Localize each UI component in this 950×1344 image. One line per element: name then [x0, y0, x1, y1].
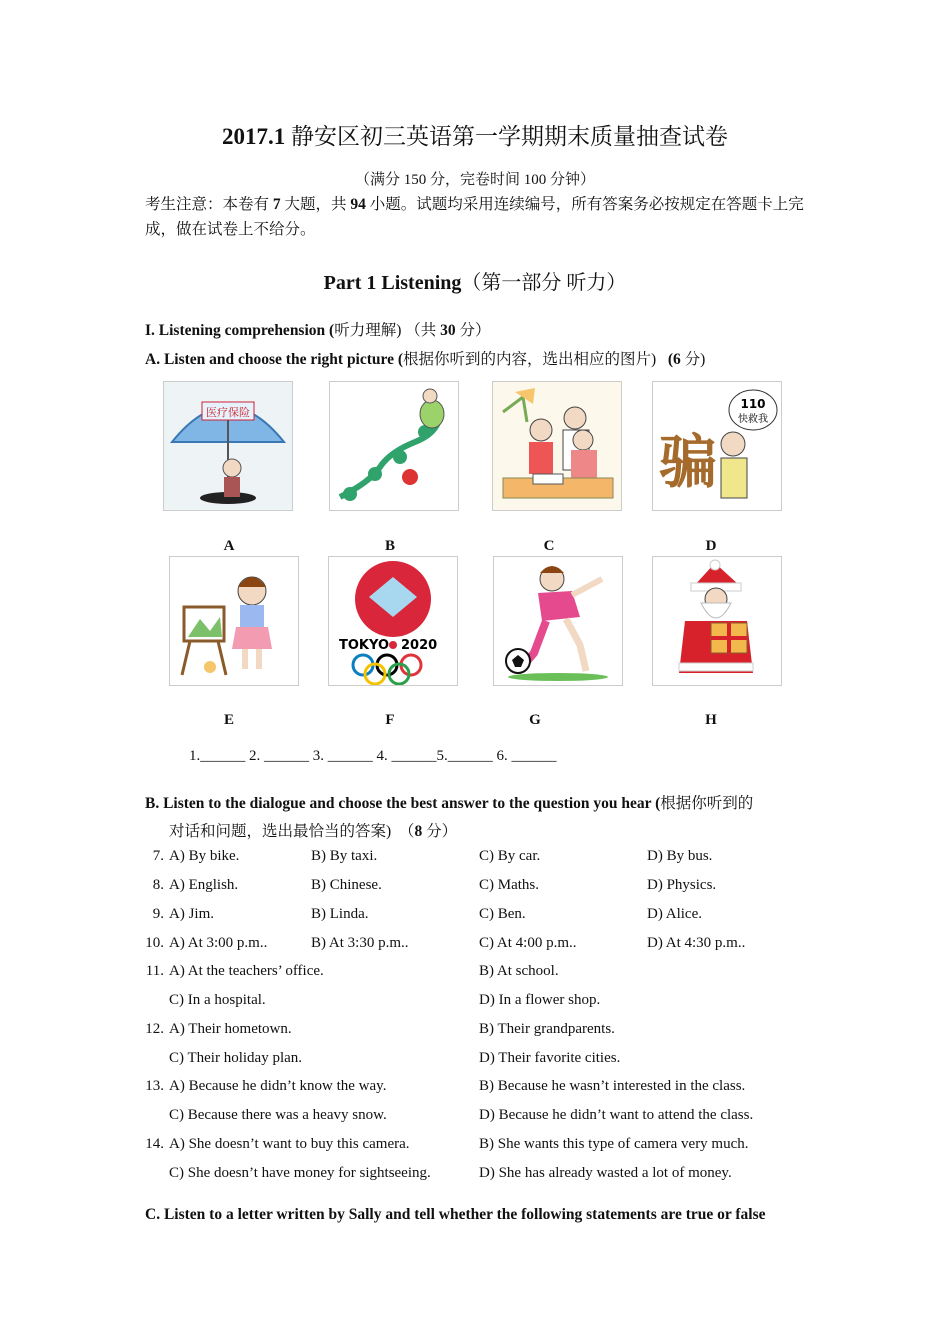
answer-option-a[interactable]: A) English. — [169, 877, 239, 893]
exam-title — [0, 118, 950, 151]
family-study-icon — [493, 382, 621, 510]
answer-option-b[interactable]: B) Their grandparents. — [479, 1021, 615, 1037]
answer-option-c[interactable]: C) By car. — [479, 848, 541, 864]
svg-text:快救我: 快救我 — [738, 414, 768, 425]
answer-option-c[interactable]: C) Their holiday plan. — [169, 1050, 303, 1066]
picture-e-girl-painting — [169, 556, 299, 686]
question-number: 7. — [152, 848, 164, 864]
picture-d-phone-call — [652, 381, 782, 511]
answer-option-b[interactable]: B) At 3:30 p.m.. — [311, 935, 409, 951]
section1-heading: I. Listening comprehension (听力理解) （共 30 分） — [145, 322, 491, 339]
answer-option-a[interactable]: A) Their hometown. — [169, 1021, 292, 1037]
answer-option-a[interactable]: A) She doesn’t want to buy this camera. — [169, 1136, 410, 1152]
svg-text:医疗保险: 医疗保险 — [206, 406, 250, 419]
picture-c-family-study — [492, 381, 622, 511]
question-number: 13. — [145, 1078, 164, 1094]
answer-option-d[interactable]: D) Their favorite cities. — [479, 1050, 621, 1066]
exam-subtitle: （满分 150 分，完卷时间 100 分钟） — [354, 172, 595, 188]
answer-option-b[interactable]: B) She wants this type of camera very much. — [479, 1136, 749, 1152]
svg-text:骗: 骗 — [659, 428, 718, 496]
answer-option-d[interactable]: D) At 4:30 p.m.. — [647, 935, 746, 951]
svg-text:2020: 2020 — [401, 638, 438, 653]
part1-heading: Part 1 Listening（第一部分 听力） — [323, 272, 627, 294]
answer-option-a[interactable]: A) Jim. — [169, 906, 214, 922]
answer-option-d[interactable]: D) Because he didn’t want to attend the class. — [479, 1107, 754, 1123]
answer-option-c[interactable]: C) Maths. — [479, 877, 539, 893]
svg-text:TOKYO: TOKYO — [339, 638, 389, 653]
question-number: 8. — [152, 877, 164, 893]
label-b: B — [384, 538, 395, 554]
question-number: 10. — [145, 935, 164, 951]
painting-girl-icon — [170, 557, 298, 685]
question-number: 14. — [145, 1136, 164, 1152]
label-c: C — [543, 538, 555, 554]
sectionB-heading: B. Listen to the dialogue and choose the best answer to the question you hear (根据你听到的 — [145, 795, 754, 812]
label-g: G — [529, 712, 541, 728]
label-a: A — [223, 538, 235, 554]
picture-f-tokyo-2020 — [328, 556, 458, 686]
question-number: 11. — [145, 963, 164, 979]
picture-b-ladder — [329, 381, 459, 511]
growth-ladder-icon — [330, 382, 458, 510]
answer-option-d[interactable]: D) By bus. — [647, 848, 713, 864]
label-f: F — [385, 712, 395, 728]
answer-option-c[interactable]: C) At 4:00 p.m.. — [479, 935, 577, 951]
olympic-rings-icon — [329, 557, 457, 685]
svg-text:110: 110 — [740, 397, 766, 411]
answer-option-b[interactable]: B) Linda. — [311, 906, 369, 922]
sectionA-heading: A. Listen and choose the right picture (根据你听到的内容，选出相应的图片) (6 分) — [145, 351, 706, 368]
label-h: H — [705, 712, 717, 728]
label-d: D — [705, 538, 717, 554]
answer-option-a[interactable]: A) At the teachers’ office. — [169, 963, 324, 979]
answer-option-a[interactable]: A) By bike. — [169, 848, 240, 864]
answer-option-c[interactable]: C) Because there was a heavy snow. — [169, 1107, 387, 1123]
answer-option-b[interactable]: B) By taxi. — [311, 848, 378, 864]
sectionC-heading: C. Listen to a letter written by Sally and tell whether the following statements are true or false — [145, 1206, 766, 1223]
label-e: E — [223, 712, 234, 728]
title-year: 2017.1 — [222, 124, 286, 149]
santa-claus-icon — [653, 557, 781, 685]
soccer-player-icon — [494, 557, 622, 685]
answer-option-d[interactable]: D) In a flower shop. — [479, 992, 601, 1008]
sectionB-heading-cont: 对话和问题，选出最恰当的答案) （8 分） — [169, 823, 458, 840]
answer-option-b[interactable]: B) Because he wasn’t interested in the class. — [479, 1078, 746, 1094]
answer-option-c[interactable]: C) In a hospital. — [169, 992, 266, 1008]
title-text: 静安区初三英语第一学期期末质量抽查试卷 — [291, 124, 728, 149]
exam-notice: 考生注意：本卷有 7 大题，共 94 小题。试题均采用连续编号，所有答案务必按规定在答题卡上完成，做在试卷上不给分。 — [145, 196, 804, 238]
answer-option-d[interactable]: D) She has already wasted a lot of money. — [479, 1165, 732, 1181]
answer-option-c[interactable]: C) She doesn’t have money for sightseeing. — [169, 1165, 431, 1181]
phone-call-icon — [653, 382, 781, 510]
question-number: 12. — [145, 1021, 164, 1037]
picture-a-umbrella — [163, 381, 293, 511]
answer-option-a[interactable]: A) At 3:00 p.m.. — [169, 935, 268, 951]
umbrella-icon — [164, 382, 292, 510]
picture-h-santa — [652, 556, 782, 686]
question-number: 9. — [152, 906, 164, 922]
answer-blanks: 1.______ 2. ______ 3. ______ 4. ______5.______ 6. ______ — [189, 748, 557, 764]
picture-g-soccer — [493, 556, 623, 686]
answer-option-c[interactable]: C) Ben. — [479, 906, 526, 922]
answer-option-b[interactable]: B) At school. — [479, 963, 559, 979]
answer-option-b[interactable]: B) Chinese. — [311, 877, 382, 893]
answer-option-a[interactable]: A) Because he didn’t know the way. — [169, 1078, 387, 1094]
answer-option-d[interactable]: D) Alice. — [647, 906, 702, 922]
answer-option-d[interactable]: D) Physics. — [647, 877, 717, 893]
